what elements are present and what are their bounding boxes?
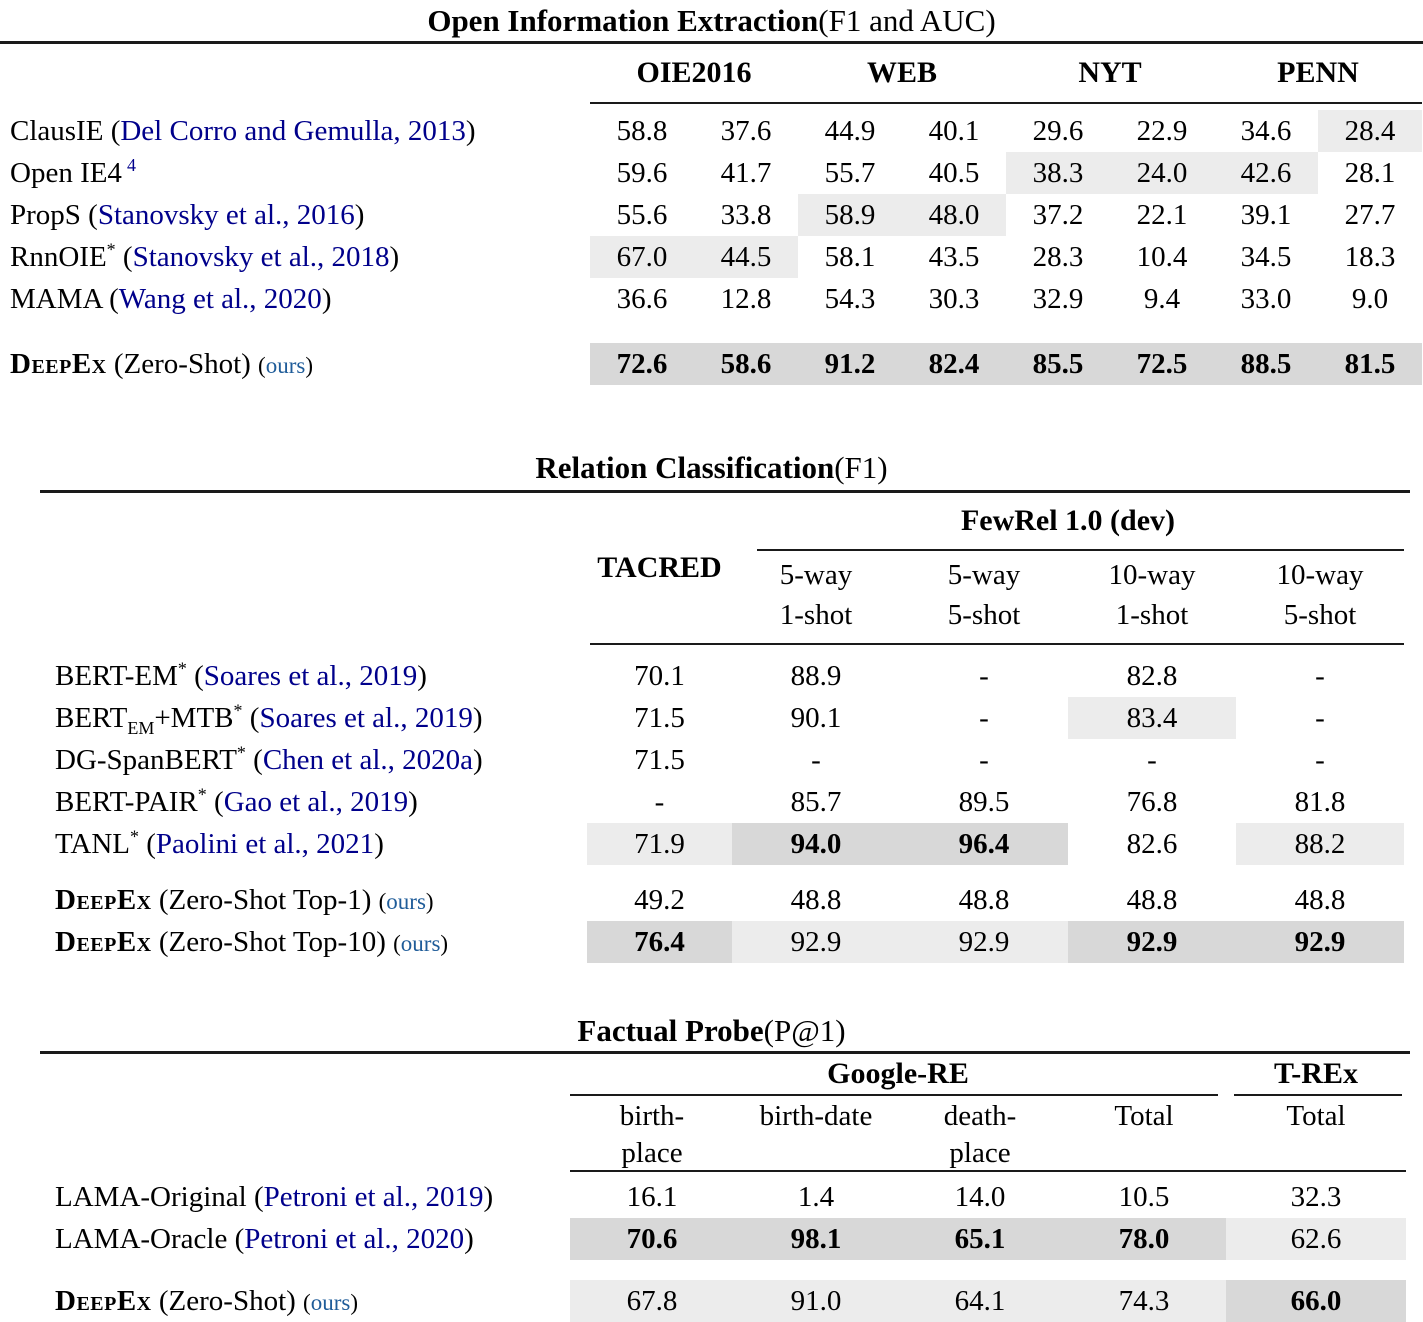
value-cell-best: 65.1	[898, 1218, 1062, 1260]
subcol-line1: 10-way	[1276, 559, 1364, 591]
citation-link[interactable]: Gao et al., 2019	[223, 785, 409, 818]
value-cell: 82.8	[1126, 659, 1178, 692]
value-cell: 49.2	[634, 883, 685, 916]
paren: (	[378, 888, 387, 914]
model-name: BERT-EM	[55, 659, 178, 692]
value-cell: 41.7	[720, 156, 772, 189]
value-cell: 54.3	[824, 282, 876, 315]
value-cell: 39.1	[1240, 198, 1292, 231]
column-group-google-re: Google-RE	[827, 1057, 969, 1090]
label-text: (	[186, 659, 204, 692]
model-name-deepex: DeepEx	[55, 883, 152, 916]
footnote-link[interactable]: 4	[126, 154, 136, 175]
label-text: )	[417, 659, 427, 692]
row-label	[0, 741, 587, 777]
value-cell: 29.6	[1032, 114, 1084, 147]
fewrel-subcolumns	[732, 551, 1404, 643]
label-text: (	[80, 198, 98, 231]
row-spacer	[0, 865, 1423, 879]
table-row-deepex	[0, 343, 1423, 385]
subcol-line1: Total	[1286, 1100, 1346, 1132]
subcol-line1: birth-	[619, 1100, 685, 1132]
value-cell: 32.3	[1290, 1180, 1342, 1213]
table-row-dg-spanbert	[0, 739, 1423, 781]
trex-subcolumns	[1226, 1096, 1406, 1170]
model-name: BERT-PAIR	[55, 785, 198, 818]
factual-probe-table	[0, 1010, 1423, 1322]
label-text: (Zero-Shot)	[106, 347, 259, 380]
value-cell-best: 85.5	[1006, 343, 1110, 385]
column-group-oie2016: OIE2016	[636, 56, 752, 89]
table3-column-headers	[0, 1054, 1423, 1170]
value-cell: 59.6	[616, 156, 668, 189]
row-label	[0, 1223, 570, 1256]
table-row-props	[0, 194, 1423, 236]
value-cell: 30.3	[928, 282, 980, 315]
asterisk-marker: *	[177, 657, 187, 678]
value-cell: 81.8	[1294, 785, 1346, 818]
value-cell-highlight: 28.4	[1318, 110, 1422, 152]
paren: (	[303, 1289, 311, 1315]
label-text: (Zero-Shot)	[151, 1284, 304, 1317]
value-cell-highlight: 92.9	[732, 921, 900, 963]
table1-title-bold: Open Information Extraction	[427, 2, 819, 38]
table-row-bert-em	[0, 655, 1423, 697]
subcol-line1: Total	[1114, 1100, 1174, 1132]
ours-link[interactable]: ours	[310, 1289, 351, 1315]
label-text: )	[473, 743, 483, 776]
table-row-mama	[0, 278, 1423, 320]
table2-title	[0, 447, 1423, 488]
fewrel-group	[732, 493, 1404, 643]
value-cell-best: 72.5	[1110, 343, 1214, 385]
paren: (	[258, 352, 266, 378]
label-text: )	[483, 1180, 494, 1213]
value-cell-best: 98.1	[734, 1218, 898, 1260]
row-label	[0, 884, 587, 917]
value-cell-highlight: 83.4	[1068, 697, 1236, 739]
model-name: ClausIE	[10, 114, 104, 147]
label-text: (	[103, 114, 121, 147]
google-re-subcolumns	[570, 1096, 1226, 1170]
subcol-line2: place	[949, 1137, 1011, 1169]
label-text: (	[138, 827, 156, 860]
value-cell: 34.6	[1240, 114, 1292, 147]
label-text: (	[206, 785, 224, 818]
column-google-total	[1062, 1096, 1226, 1170]
ours-link[interactable]: ours	[400, 930, 441, 956]
trex-group	[1226, 1054, 1406, 1170]
value-cell: 33.8	[720, 198, 772, 231]
table-row-openie4	[0, 152, 1423, 194]
value-cell: 10.5	[1118, 1180, 1170, 1213]
citation-link[interactable]: Del Corro and Gemulla, 2013	[120, 114, 466, 147]
value-cell: 1.4	[797, 1180, 835, 1213]
table-row-deepex-top10	[0, 921, 1423, 963]
value-cell-best: 58.6	[694, 343, 798, 385]
value-cell-highlight: 64.1	[898, 1280, 1062, 1322]
value-cell: 33.0	[1240, 282, 1292, 315]
value-cell-highlight: 71.9	[587, 823, 732, 865]
value-cell: 55.6	[616, 198, 668, 231]
label-text: (Zero-Shot Top-10)	[151, 925, 394, 958]
value-cell: 82.6	[1126, 827, 1178, 860]
column-group-penn: PENN	[1277, 56, 1359, 89]
header-spacer	[0, 1054, 570, 1170]
column-birth-date	[734, 1096, 898, 1170]
value-cell: 10.4	[1136, 240, 1188, 273]
table2-title-bold: Relation Classification	[535, 449, 835, 485]
citation-link[interactable]: Petroni et al., 2020	[244, 1222, 465, 1255]
citation-link[interactable]: Wang et al., 2020	[118, 282, 322, 315]
row-label	[0, 825, 587, 861]
subscript-em: EM	[127, 717, 155, 738]
value-cell: 28.3	[1032, 240, 1084, 273]
row-label	[0, 699, 587, 738]
ours-tag	[303, 1290, 358, 1315]
row-label	[0, 238, 590, 274]
value-cell: 48.8	[790, 883, 842, 916]
paren: )	[440, 930, 449, 956]
table1-title	[0, 0, 1423, 41]
table-row-rnnoie	[0, 236, 1423, 278]
paren: )	[425, 888, 434, 914]
subcol-line1: 5-way	[947, 559, 1021, 591]
label-text: (Zero-Shot Top-1)	[151, 883, 379, 916]
model-name-deepex: DeepEx	[10, 347, 107, 380]
table2-title-metric: (F1)	[834, 449, 888, 485]
value-cell: 16.1	[626, 1180, 678, 1213]
asterisk-marker: *	[130, 825, 139, 846]
column-trex-total	[1226, 1096, 1406, 1170]
value-cell: -	[1315, 701, 1325, 734]
value-cell: 43.5	[928, 240, 980, 273]
value-cell: 48.8	[1126, 883, 1178, 916]
value-cell: 70.1	[634, 659, 685, 692]
value-cell-best: 91.2	[798, 343, 902, 385]
ours-tag	[258, 353, 313, 378]
value-cell: 32.9	[1032, 282, 1084, 315]
value-cell-highlight: 42.6	[1214, 152, 1318, 194]
model-name: PropS	[10, 198, 81, 231]
label-text: (	[245, 743, 263, 776]
value-cell-best: 66.0	[1226, 1280, 1406, 1322]
label-text: )	[408, 785, 418, 818]
column-group-fewrel: FewRel 1.0 (dev)	[960, 504, 1176, 537]
value-cell: 85.7	[790, 785, 842, 818]
model-name-deepex: DeepEx	[55, 925, 152, 958]
value-cell: 48.8	[958, 883, 1010, 916]
label-text: (	[246, 1180, 264, 1213]
column-10way-5shot	[1236, 551, 1404, 643]
value-cell: 18.3	[1344, 240, 1396, 273]
column-death-place	[898, 1096, 1062, 1170]
value-cell-best: 96.4	[900, 823, 1068, 865]
paren: (	[393, 930, 401, 956]
value-cell-highlight: 67.8	[570, 1280, 734, 1322]
value-cell-highlight: 92.9	[900, 921, 1068, 963]
value-cell: -	[1315, 743, 1325, 776]
model-name-deepex: DeepEx	[55, 1284, 152, 1317]
value-cell: 37.2	[1032, 198, 1084, 231]
row-label	[0, 783, 587, 819]
value-cell: 76.8	[1126, 785, 1178, 818]
label-text: )	[464, 1222, 474, 1255]
value-cell: 14.0	[954, 1180, 1006, 1213]
value-cell-highlight: 62.6	[1226, 1218, 1406, 1260]
column-tacred: TACRED	[597, 551, 722, 584]
ours-link[interactable]: ours	[265, 352, 306, 378]
table-row-clausie	[0, 110, 1423, 152]
label-text: (	[227, 1222, 245, 1255]
subcol-line2: 5-shot	[947, 599, 1021, 631]
model-name: MAMA	[10, 282, 102, 315]
value-cell-best: 78.0	[1062, 1218, 1226, 1260]
column-group-trex: T-REx	[1274, 1057, 1358, 1090]
row-label	[0, 1181, 570, 1214]
table3-title-metric: (P@1)	[763, 1012, 846, 1048]
value-cell-best: 92.9	[1236, 921, 1404, 963]
row-label	[0, 1285, 570, 1318]
value-cell: -	[654, 785, 665, 818]
value-cell: -	[979, 743, 989, 776]
table3-title-bold: Factual Probe	[577, 1012, 764, 1048]
paren: )	[305, 352, 314, 378]
column-group-web: WEB	[866, 56, 938, 89]
table-row-deepex	[0, 1280, 1423, 1322]
table-row-tanl	[0, 823, 1423, 865]
table-row-deepex-top1	[0, 879, 1423, 921]
row-label	[0, 657, 587, 693]
model-name: BERT	[55, 701, 128, 734]
value-cell: 12.8	[720, 282, 772, 315]
ours-tag	[379, 889, 434, 914]
value-cell-best: 81.5	[1318, 343, 1422, 385]
column-group-nyt: NYT	[1078, 56, 1142, 89]
value-cell: 40.1	[928, 114, 980, 147]
label-text: )	[465, 114, 476, 147]
table2-body	[0, 645, 1423, 963]
value-cell: -	[811, 743, 821, 776]
citation-link[interactable]: Chen et al., 2020a	[262, 743, 474, 776]
relation-classification-table	[0, 447, 1423, 963]
label-text: )	[472, 701, 483, 734]
value-cell: 88.9	[790, 659, 842, 692]
column-10way-1shot	[1068, 551, 1236, 643]
value-cell: 36.6	[616, 282, 668, 315]
value-cell-best: 92.9	[1068, 921, 1236, 963]
model-name: RnnOIE	[10, 240, 107, 273]
value-cell-best: 76.4	[587, 921, 732, 963]
value-cell: 48.8	[1294, 883, 1346, 916]
value-cell-highlight: 74.3	[1062, 1280, 1226, 1322]
label-text: (	[242, 701, 260, 734]
citation-link[interactable]: Petroni et al., 2019	[263, 1180, 484, 1213]
subcol-line2: place	[621, 1137, 683, 1169]
row-label	[0, 115, 590, 148]
value-cell: 71.5	[634, 743, 685, 776]
asterisk-marker: *	[236, 741, 246, 762]
subcol-line1: 5-way	[779, 559, 853, 591]
citation-link[interactable]: Stanovsky et al., 2016	[97, 198, 355, 231]
label-text: )	[354, 198, 365, 231]
table1-column-headers	[0, 44, 1423, 102]
table-row-bert-pair	[0, 781, 1423, 823]
value-cell: 9.4	[1143, 282, 1181, 315]
value-cell-highlight: 58.9	[798, 194, 902, 236]
table-row-lama-oracle	[0, 1218, 1423, 1260]
table1-title-metric: (F1 and AUC)	[818, 2, 996, 38]
value-cell: -	[979, 659, 989, 692]
value-cell-best: 88.5	[1214, 343, 1318, 385]
value-cell-highlight: 38.3	[1006, 152, 1110, 194]
value-cell: 9.0	[1351, 282, 1389, 315]
model-name: DG-SpanBERT	[55, 743, 237, 776]
row-label	[0, 283, 590, 316]
label-text: (	[101, 282, 119, 315]
column-5way-1shot	[732, 551, 900, 643]
model-name: LAMA-Oracle	[55, 1222, 228, 1255]
value-cell: 22.9	[1136, 114, 1188, 147]
row-label	[0, 926, 587, 959]
subcol-line1: death-	[943, 1100, 1017, 1132]
open-ie-table	[0, 0, 1423, 385]
citation-link[interactable]: Soares et al., 2019	[203, 659, 418, 692]
column-birth-place	[570, 1096, 734, 1170]
value-cell: -	[979, 701, 989, 734]
label-text: (	[115, 240, 133, 273]
value-cell-highlight: 91.0	[734, 1280, 898, 1322]
row-spacer	[0, 1260, 1423, 1280]
model-name: TANL	[55, 827, 130, 860]
row-label	[0, 199, 590, 232]
value-cell: 90.1	[790, 701, 842, 734]
model-name: Open IE4	[10, 156, 122, 189]
value-cell: 40.5	[928, 156, 980, 189]
label-text: )	[389, 240, 400, 273]
value-cell: 37.6	[720, 114, 772, 147]
value-cell: 89.5	[958, 785, 1010, 818]
row-label	[0, 154, 590, 190]
subcol-line2: 5-shot	[1283, 599, 1357, 631]
table2-column-headers	[0, 493, 1423, 643]
asterisk-marker: *	[233, 699, 243, 720]
value-cell-best: 72.6	[590, 343, 694, 385]
value-cell-highlight: 44.5	[694, 236, 798, 278]
asterisk-marker: *	[106, 238, 116, 259]
value-cell-best: 70.6	[570, 1218, 734, 1260]
value-cell-best: 82.4	[902, 343, 1006, 385]
google-re-group	[570, 1054, 1226, 1170]
value-cell-best: 94.0	[732, 823, 900, 865]
citation-link[interactable]: Soares et al., 2019	[259, 701, 473, 734]
value-cell-highlight: 24.0	[1110, 152, 1214, 194]
value-cell: -	[1315, 659, 1325, 692]
citation-link[interactable]: Stanovsky et al., 2018	[132, 240, 390, 273]
label-text: )	[321, 282, 332, 315]
table3-body	[0, 1172, 1423, 1322]
table3-title	[0, 1010, 1423, 1051]
table-row-bert-mtb	[0, 697, 1423, 739]
subcol-line1: 10-way	[1108, 559, 1196, 591]
value-cell: 28.1	[1344, 156, 1396, 189]
value-cell-highlight: 88.2	[1236, 823, 1404, 865]
value-cell: -	[1147, 743, 1157, 776]
ours-tag	[393, 931, 448, 956]
label-text: )	[374, 827, 384, 860]
table1-body	[0, 104, 1423, 385]
row-spacer	[0, 320, 1423, 343]
model-name: LAMA-Original	[55, 1180, 247, 1213]
subcol-line2: 1-shot	[779, 599, 853, 631]
row-label	[0, 348, 590, 381]
value-cell: 44.9	[824, 114, 876, 147]
value-cell-highlight: 48.0	[902, 194, 1006, 236]
value-cell: 55.7	[824, 156, 876, 189]
model-name-suffix: +MTB	[154, 701, 234, 734]
column-5way-5shot	[900, 551, 1068, 643]
header-spacer	[0, 493, 587, 643]
table-row-lama-original	[0, 1176, 1423, 1218]
value-cell: 71.5	[634, 701, 685, 734]
value-cell: 22.1	[1136, 198, 1188, 231]
subcol-line1: birth-date	[759, 1100, 873, 1132]
value-cell: 27.7	[1344, 198, 1396, 231]
asterisk-marker: *	[197, 783, 207, 804]
value-cell: 58.8	[616, 114, 668, 147]
citation-link[interactable]: Paolini et al., 2021	[155, 827, 375, 860]
subcol-line2: 1-shot	[1115, 599, 1189, 631]
ours-link[interactable]: ours	[386, 888, 426, 914]
paren: )	[350, 1289, 359, 1315]
value-cell: 58.1	[824, 240, 876, 273]
value-cell: 34.5	[1240, 240, 1292, 273]
value-cell-highlight: 67.0	[590, 236, 694, 278]
